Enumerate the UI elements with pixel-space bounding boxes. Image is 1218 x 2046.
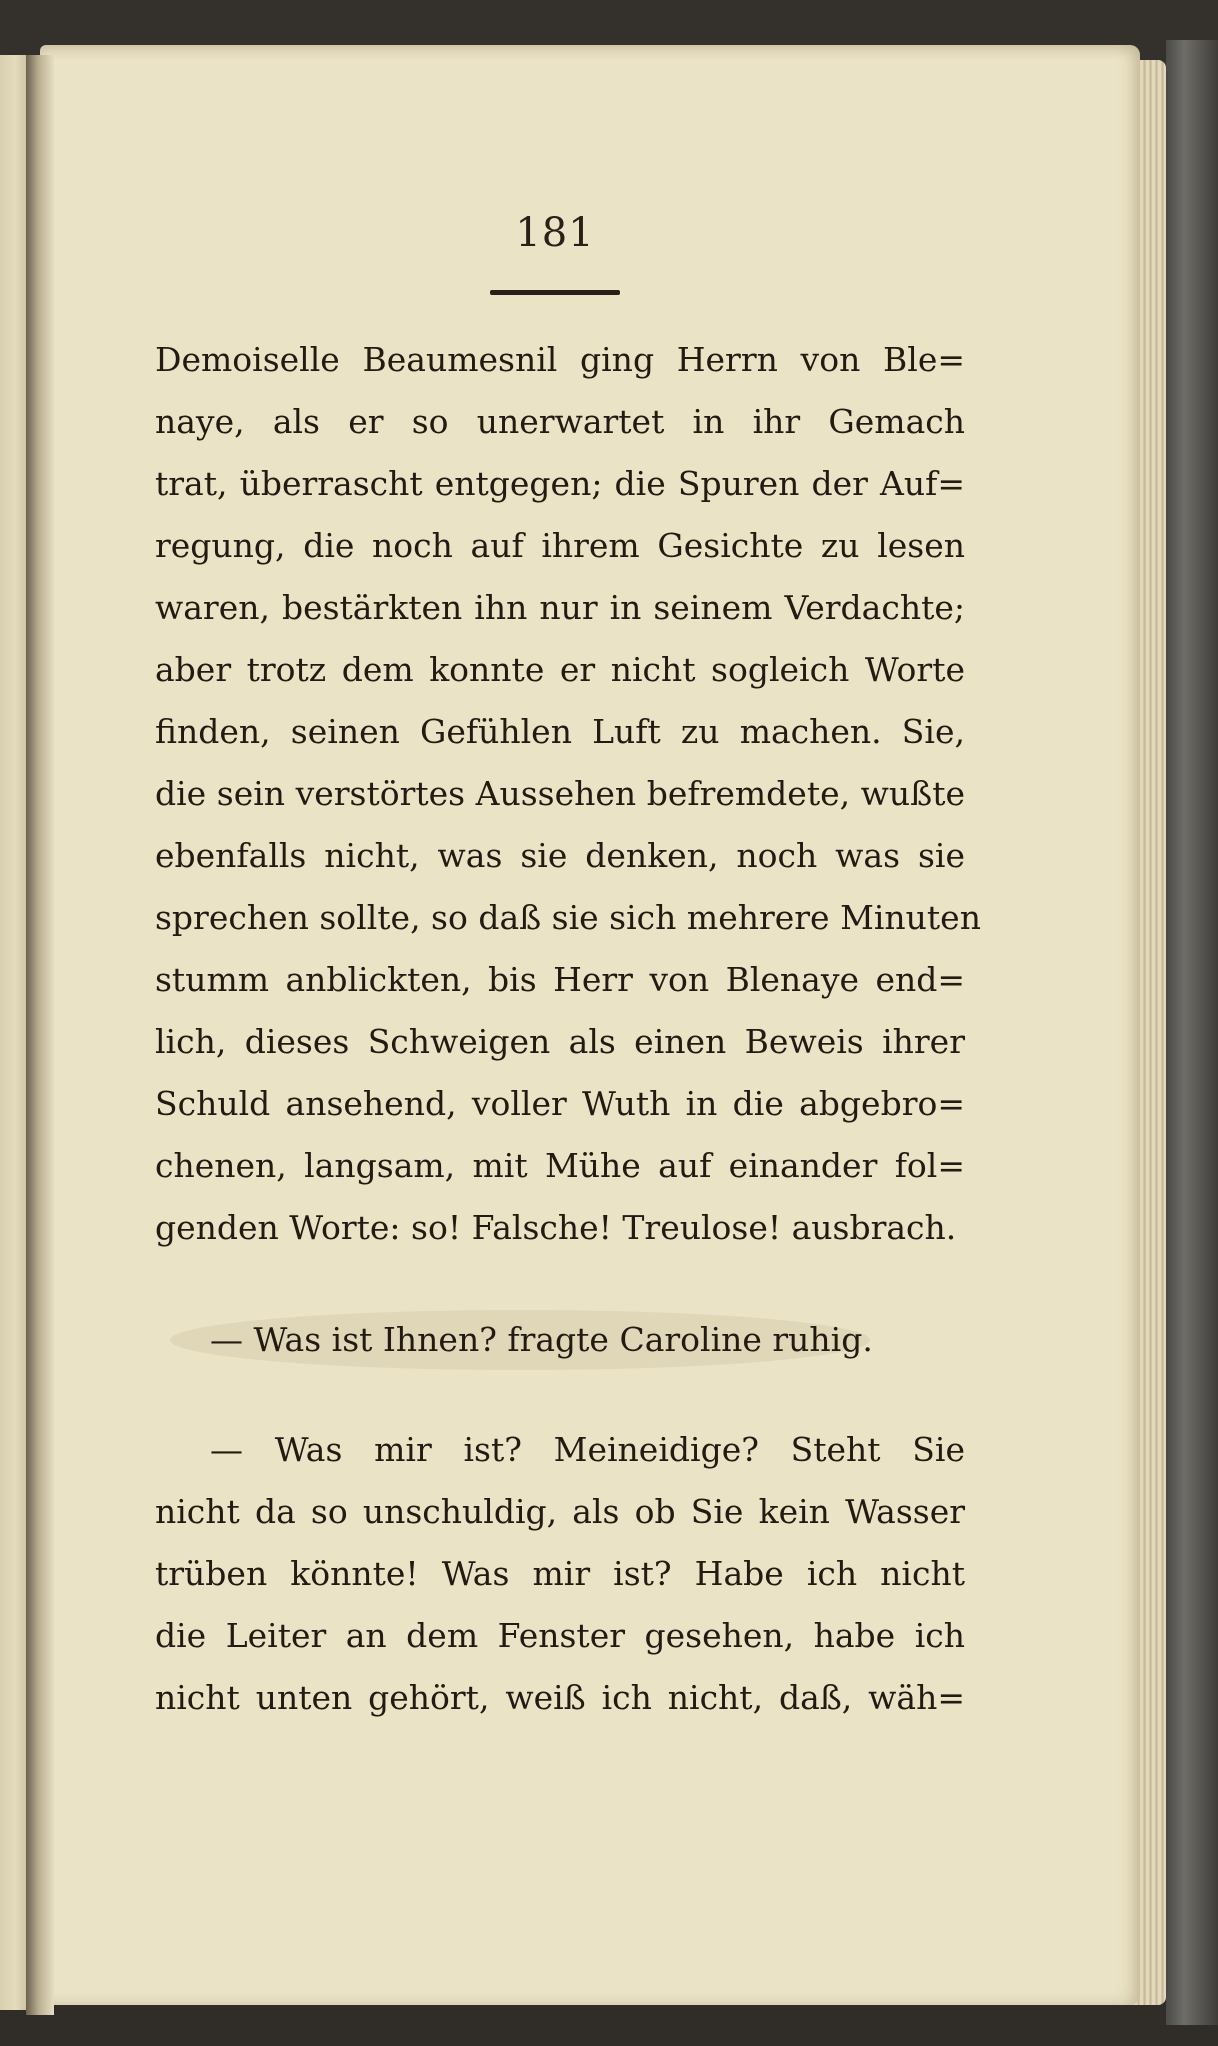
book-cover-edge	[1166, 40, 1218, 2025]
text-line: finden, seinen Gefühlen Luft zu machen. Sie,	[155, 712, 965, 751]
text-line: Schuld ansehend, voller Wuth in die abgebro=	[155, 1084, 965, 1123]
text-line: chenen, langsam, mit Mühe auf einander fol=	[155, 1146, 965, 1185]
text-line: die sein verstörtes Aussehen befremdete, wußte	[155, 774, 965, 813]
header-rule	[490, 290, 620, 295]
text-line: stumm anblickten, bis Herr von Blenaye end=	[155, 960, 965, 999]
spine-shadow	[26, 55, 54, 2015]
text-line: regung, die noch auf ihrem Gesichte zu lesen	[155, 526, 965, 565]
text-line: trüben könnte! Was mir ist? Habe ich nicht	[155, 1554, 965, 1593]
text-line: waren, bestärkten ihn nur in seinem Verdachte;	[155, 588, 965, 627]
text-line: ebenfalls nicht, was sie denken, noch was sie	[155, 836, 965, 875]
text-line: sprechen sollte, so daß sie sich mehrere Minuten	[155, 898, 981, 937]
text-line: aber trotz dem konnte er nicht sogleich Worte	[155, 650, 965, 689]
text-line: nicht unten gehört, weiß ich nicht, daß, wäh=	[155, 1678, 965, 1717]
text-line: nicht da so unschuldig, als ob Sie kein Wasser	[155, 1492, 965, 1531]
text-line: Demoiselle Beaumesnil ging Herrn von Ble=	[155, 340, 965, 379]
dialog-line: — Was ist Ihnen? fragte Caroline ruhig.	[210, 1320, 873, 1359]
text-line: trat, überrascht entgegen; die Spuren der Auf=	[155, 464, 965, 503]
text-line: die Leiter an dem Fenster gesehen, habe ich	[155, 1616, 965, 1655]
dialog-line: — Was mir ist? Meineidige? Steht Sie	[210, 1430, 965, 1469]
text-line: genden Worte: so! Falsche! Treulose! ausbrach.	[155, 1208, 957, 1247]
text-line: lich, dieses Schweigen als einen Beweis ihrer	[155, 1022, 965, 1061]
text-line: naye, als er so unerwartet in ihr Gemach	[155, 402, 965, 441]
page-number: 181	[515, 210, 595, 256]
facing-page-edge	[0, 55, 28, 2010]
